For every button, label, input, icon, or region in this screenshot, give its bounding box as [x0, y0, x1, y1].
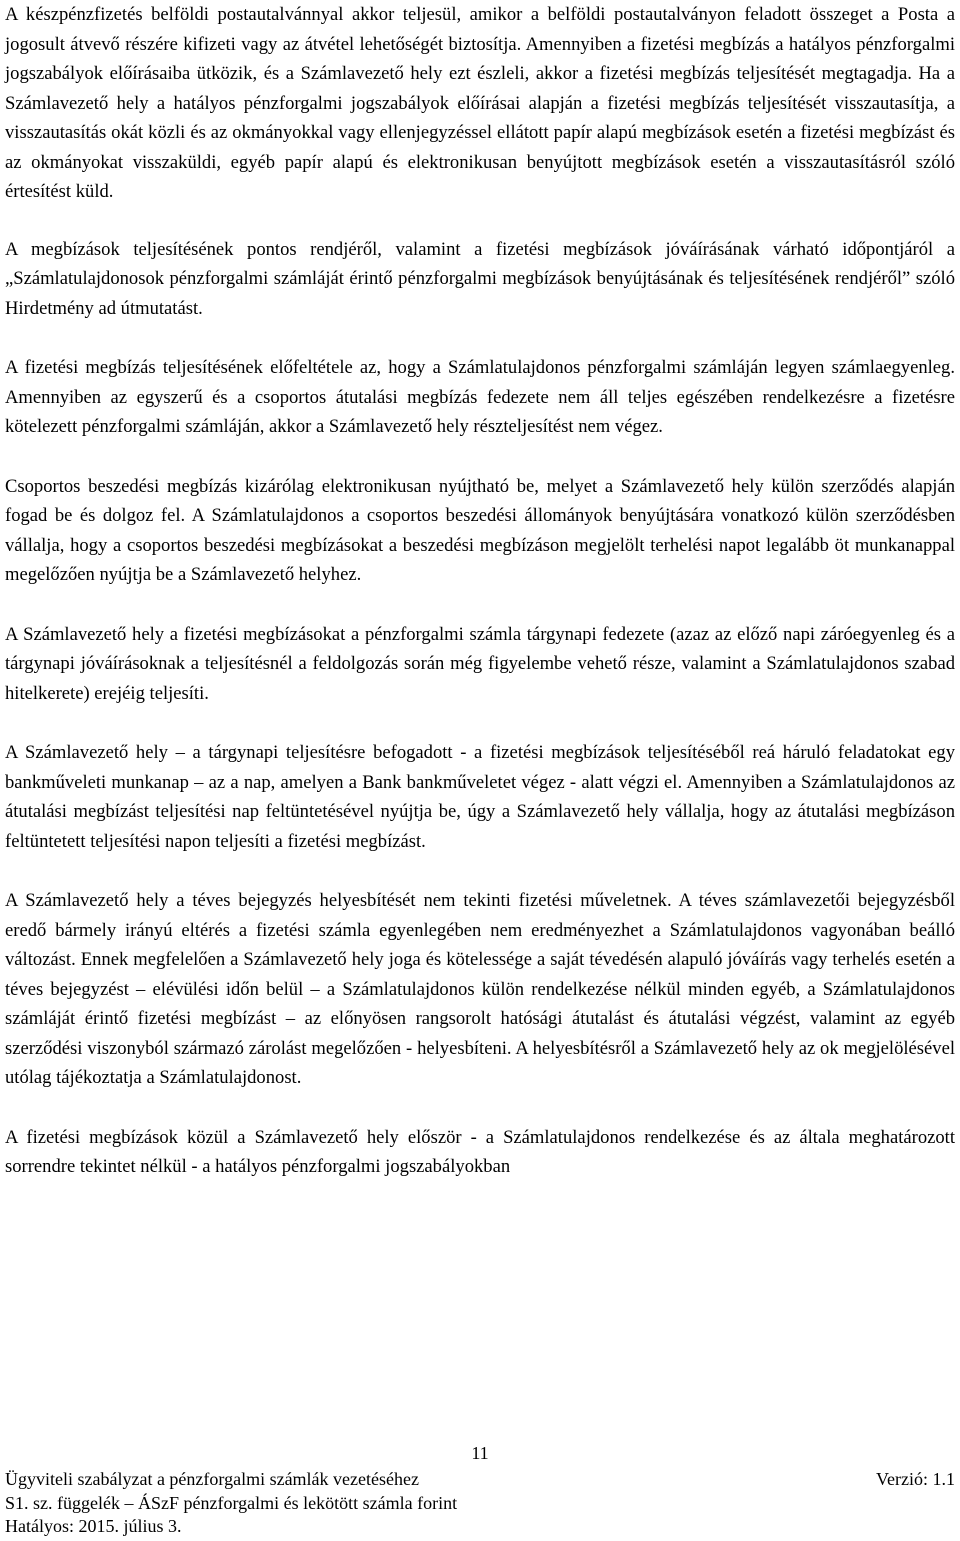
- paragraph-priority: A fizetési megbízások közül a Számlavezető hely először - a Számlatulajdonos rendelkezése és az általa meghatározott sorrendre tekintet nélkül - a hatályos pénzforgalmi jogszabályokban: [5, 1126, 955, 1177]
- footer-line-effective: [5, 1515, 955, 1539]
- paragraph-direct-debit: Csoportos beszedési megbízás kizárólag elektronikusan nyújtható be, melyet a Számlavezető hely külön szerződés alapján fogad be és dolgoz fel. A Számlatulajdonos a csoportos beszedési állományok benyújtására vonatkozó külön szerződésben vállalja, hogy a csoportos beszedési megbízásokat a beszedési megbízáson megjelölt terhelési napot legalább öt munkanappal megelőzően nyújtja be a Számlavezető helyhez.: [5, 475, 955, 585]
- footer-appendix: S1. sz. függelék – ÁSzF pénzforgalmi és lekötött számla forint: [5, 1492, 458, 1513]
- footer-effective-date: Hatályos: 2015. július 3.: [5, 1516, 182, 1536]
- footer-line-appendix: [5, 1492, 955, 1516]
- page-number: 11: [471, 1443, 489, 1463]
- paragraph-execution-order: A megbízások teljesítésének pontos rendjéről, valamint a fizetési megbízások jóváírásának várható időpontjáról a „Számlatulajdonosok pénzforgalmi számláját érintő pénzforgalmi megbízások benyújtásának és teljesítésének rendjéről” szóló Hirdetmény ad útmutatást.: [5, 238, 955, 319]
- paragraph-coverage: A Számlavezető hely a fizetési megbízásokat a pénzforgalmi számla tárgynapi fedezete (azaz az előző napi záróegyenleg és a tárgynapi jóváírásoknak a teljesítésnél a feldolgozás során még figyelembe vehető része, valamint a Számlatulajdonos szabad hitelkerete) erejéig teljesíti.: [5, 623, 955, 704]
- footer-title: Ügyviteli szabályzat a pénzforgalmi számlák vezetéséhez: [5, 1469, 419, 1489]
- footer-line-title: [5, 1468, 955, 1492]
- paragraph-precondition: A fizetési megbízás teljesítésének előfeltétele az, hogy a Számlatulajdonos pénzforgalmi számláján legyen számlaegyenleg. Amennyiben az egyszerű és a csoportos átutalási megbízás fedezete nem áll teljes egészében rendelkezésre a fizetésre kötelezett pénzforgalmi számláján, akkor a Számlavezető hely részteljesítést nem végez.: [5, 357, 955, 437]
- paragraph-cash-payment: A készpénzfizetés belföldi postautalvánnyal akkor teljesül, amikor a belföldi postautalványon feladott összeget a Posta a jogosult átvevő részére kifizeti vagy az átvétel lehetőségét biztosítja. Amennyiben a fizetési megbízás a hatályos pénzforgalmi jogszabályok előírásaiba ütközik, és a Számlavezető hely ezt észleli, akkor a fizetési megbízás teljesítését megtagadja. Ha a Számlavezető hely a hatályos pénzforgalmi jogszabályok előírásai alapján a fizetési megbízás teljesítését visszautasítja, a visszautasítás okát közli és az okmányokkal vagy ellenjegyzéssel ellátott papír alapú megbízások esetén a fizetési megbízást és az okmányokat visszaküldi, egyéb papír alapú és elektronikusan benyújtott megbízások esetén a visszautasításról szóló értesítést küld.: [5, 4, 955, 202]
- paragraph-banking-day: A Számlavezető hely – a tárgynapi teljesítésre befogadott - a fizetési megbízások teljesítéséből reá háruló feladatokat egy bankműveleti munkanap – az a nap, amelyen a Bank bankműveletet végez - alatt végzi el. Amennyiben a Számlatulajdonos az átutalási megbízást teljesítési nap feltüntetésével nyújtja be, úgy a Számlavezető hely vállalja, hogy az átutalási megbízáson feltüntetett teljesítési napon teljesíti a fizetési megbízást.: [5, 742, 955, 852]
- document-body: [5, 0, 955, 1212]
- footer-version: Verzió: 1.1: [876, 1469, 955, 1489]
- page-footer: [5, 1468, 955, 1539]
- paragraph-correction: A Számlavezető hely a téves bejegyzés helyesbítését nem tekinti fizetési műveletnek. A téves számlavezetői bejegyzésből eredő bármely irányú eltérés a fizetési számla egyenlegében nem eredményezhet a Számlatulajdonos vagyonában beálló változást. Ennek megfelelően a Számlavezető hely joga és kötelessége a saját tévedésén alapuló jóváírás vagy terhelés esetén a téves bejegyzést – elévülési időn belül – a Számlatulajdonos külön rendelkezése nélkül minden egyéb, a Számlatulajdonos számláját érintő fizetési megbízást – az előnyösen rangsorolt hatósági átutalást és átutalási végzést, valamint az egyéb szerződési viszonyból származó zárolást megelőzően - helyesbíteni. A helyesbítésről a Számlavezető hely az ok megjelölésével utólag tájékoztatja a Számlatulajdonost.: [5, 890, 955, 1088]
